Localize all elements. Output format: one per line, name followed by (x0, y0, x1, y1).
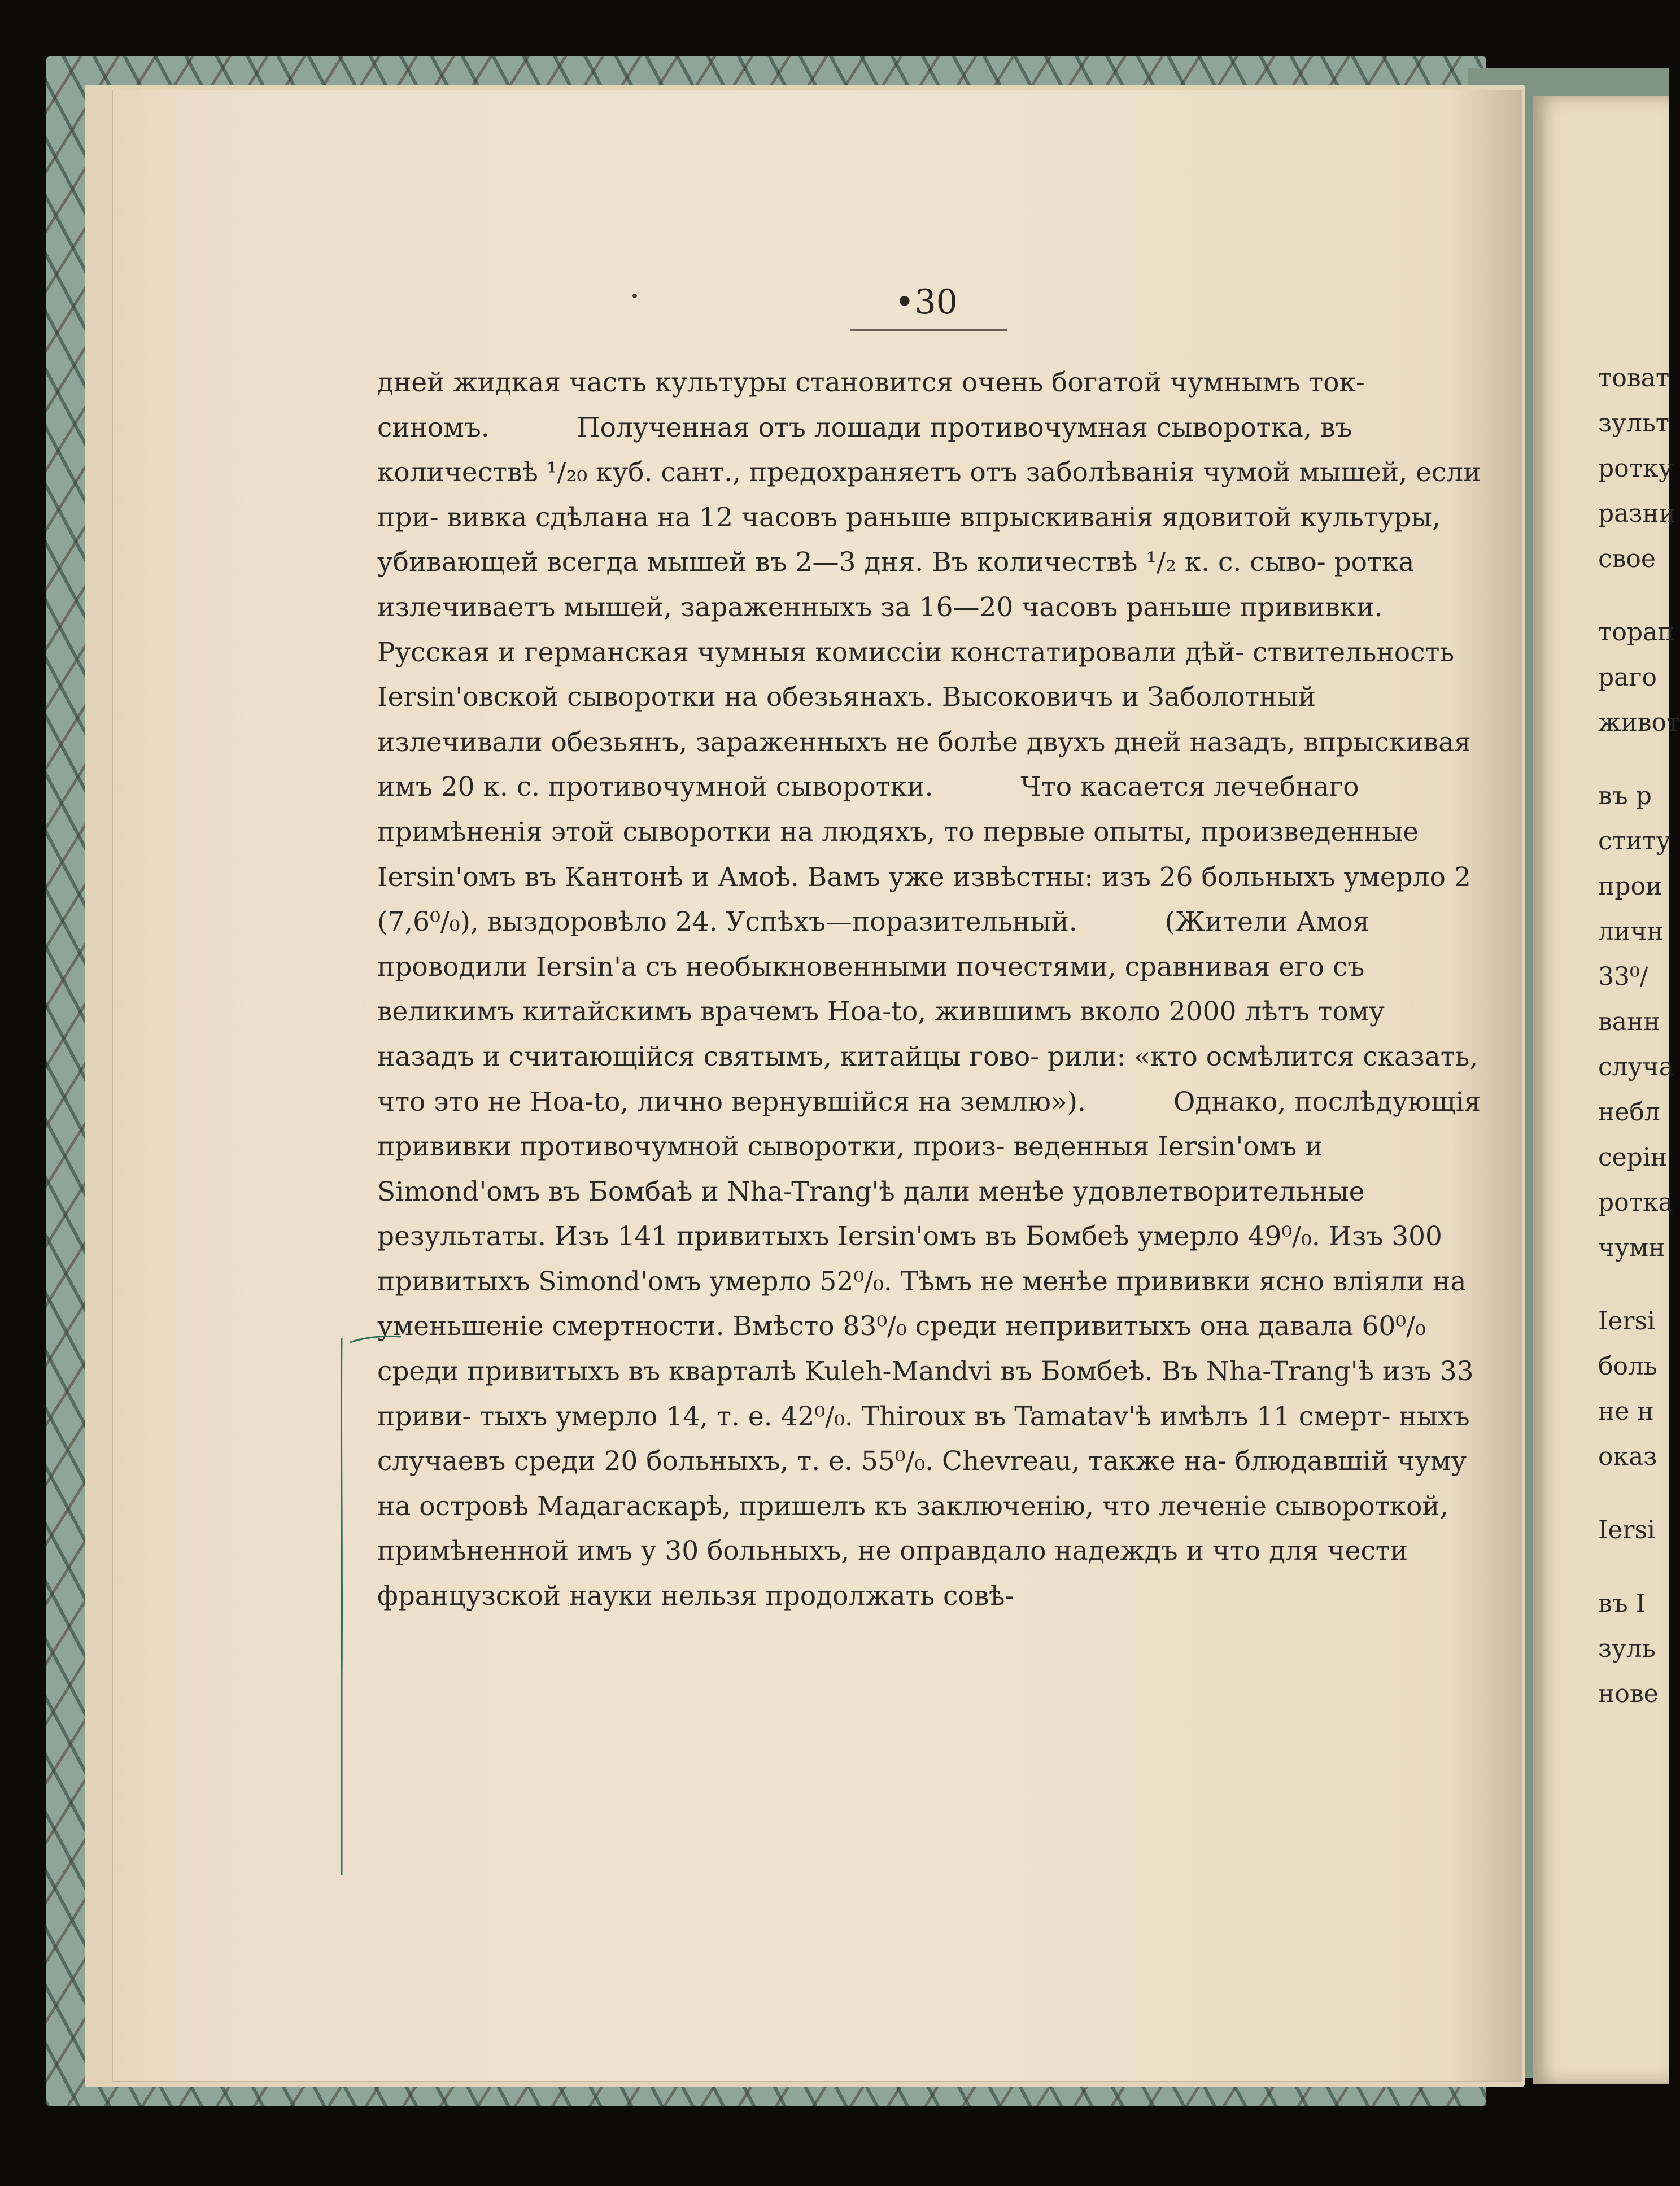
text-line: Тѣмъ не менѣе прививки ясно вліяли на уменьшеніе смертности. (377, 1266, 1467, 1342)
facing-fragment: чумн (1598, 1233, 1665, 1262)
facing-fragment: ротка (1598, 1188, 1673, 1217)
facing-fragment: живот (1598, 708, 1680, 737)
text-line: убивающей всегда мышей въ 2—3 дня. Въ количествѣ ¹/₂ к. с. сыво- (377, 547, 1326, 578)
text-line: 24. Успѣхъ—поразительный. (675, 906, 1077, 938)
text-line: Однако, послѣдующія прививки противочумной сыворотки, произ- (377, 1086, 1481, 1163)
facing-fragment: зульт (1598, 409, 1670, 438)
facing-fragment: оказ (1598, 1442, 1657, 1471)
text-line: тыхъ умерло 14, т. е. 42⁰/₀. Thiroux въ Tamatav'ѣ имѣлъ 11 смерт- (479, 1400, 1391, 1432)
text-line: синомъ. (377, 412, 490, 443)
facing-fragment: прои (1598, 872, 1662, 901)
text-line: Вмѣсто 83⁰/₀ среди непривитыхъ она давала 60⁰/₀ среди привитыхъ (377, 1311, 1426, 1387)
text-line: блюдавшій чуму на островѣ Мадагаскарѣ, пришелъ къ заключенію, что (377, 1446, 1467, 1522)
text-line: сравнивая его съ великимъ китайскимъ врачемъ Hoa-to, жившимъ (377, 951, 1365, 1028)
page-number-rule (850, 329, 1007, 331)
text-line: Вамъ уже извѣстны: изъ 26 больныхъ умерло 2 (7,6⁰/₀), выздоровѣло (377, 861, 1471, 938)
text-line: ¹/₂₀ куб. сант., предохраняетъ отъ заболѣванія чумой мышей, если при- (377, 457, 1481, 533)
text-line: веденныя Iersin'омъ и Simond'омъ въ Бомбаѣ и Nha-Trang'ѣ дали менѣе (377, 1131, 1323, 1207)
text-line: то первые опыты, произведенные Iersin'омъ въ Кантонѣ и Амоѣ. (377, 816, 1419, 893)
text-line: ствительность Iersin'овской сыворотки на обезьянахъ. Высоковичъ и (377, 636, 1455, 713)
pencil-margin-mark (339, 1338, 344, 1875)
ink-dot (632, 294, 637, 298)
text-line: на землю»). (918, 1086, 1086, 1118)
facing-fragment: 33⁰/ (1598, 962, 1648, 991)
text-line: вивка сдѣлана на 12 часовъ раньше впрыскиванія ядовитой культуры, (447, 501, 1441, 533)
facing-fragment: зуль (1598, 1634, 1656, 1663)
facing-fragment: раго (1598, 663, 1657, 692)
facing-fragment: не н (1598, 1397, 1654, 1426)
text-line: ротка излечиваетъ мышей, зараженныхъ за 16—20 часовъ раньше (377, 547, 1415, 623)
facing-fragment: нове (1598, 1679, 1659, 1708)
facing-fragment: разни (1598, 499, 1676, 528)
text-line: дней жидкая часть культуры становится очень богатой чумнымъ ток- (377, 367, 1365, 398)
facing-fragment: боль (1598, 1352, 1657, 1381)
text-line: Полученная отъ лошади противочумная сыворотка, въ количествѣ (377, 412, 1352, 488)
page-number-value: 30 (914, 282, 958, 322)
facing-fragment: личн (1598, 917, 1664, 946)
text-line: Что касается лечебнаго примѣненія этой сыворотки на людяхъ, (377, 771, 1359, 848)
text-line: назадъ, впрыскивая имъ 20 к. с. противочумной сыворотки. (377, 726, 1471, 803)
text-line: леченіе сывороткой, примѣненной имъ у 30 больныхъ, не оправдало (377, 1490, 1448, 1567)
facing-fragment: Iersi (1598, 1307, 1656, 1336)
facing-fragment: въ р (1598, 782, 1652, 810)
text-line: надеждъ и что для чести французской науки нельзя продолжать совѣ- (377, 1535, 1408, 1612)
facing-fragment: свое (1598, 544, 1656, 573)
text-line: прививки. Русская и германская чумныя комиссіи констатировали дѣй- (377, 591, 1383, 668)
facing-fragment: ротку (1598, 454, 1673, 483)
text-line: въ кварталѣ Kuleh-Mandvi въ Бомбеѣ. Въ Nha-Trang'ѣ изъ 33 приви- (377, 1356, 1474, 1432)
facing-fragment: Iersi (1598, 1516, 1656, 1544)
facing-fragment: небл (1598, 1098, 1660, 1127)
facing-fragment: торап (1598, 618, 1674, 647)
facing-fragment: случа (1598, 1053, 1674, 1081)
text-line: Заболотный излечивали обезьянъ, зараженныхъ не болѣе двухъ дней (377, 682, 1316, 758)
text-line: рили: «кто осмѣлится сказать, что это не Hoa-to, лично вернувшійся (377, 1041, 1478, 1118)
facing-page-text (1598, 356, 1680, 1717)
facing-fragment: серін (1598, 1143, 1668, 1172)
text-line: ныхъ случаевъ среди 20 больныхъ, т. е. 55⁰/₀. Chevreau, также на- (377, 1400, 1470, 1477)
facing-fragment: товат (1598, 364, 1670, 392)
text-line: вколо 2000 лѣтъ тому назадъ и считающійся святымъ, китайцы гово- (377, 996, 1385, 1072)
text-line: Бомбеѣ умерло 49⁰/₀. Изъ 300 привитыхъ Simond'омъ умерло 52⁰/₀. (377, 1221, 1442, 1297)
facing-fragment: ститу (1598, 827, 1671, 856)
page-text (377, 360, 1481, 1619)
text-line: удовлетворительные результаты. Изъ 141 привитыхъ Iersin'омъ въ (377, 1176, 1365, 1253)
facing-fragment: въ I (1598, 1589, 1646, 1618)
text-line: (Жители Амоя проводили Iersin'а съ необыкновенными почестями, (377, 906, 1370, 983)
page-number: •30 (894, 282, 958, 322)
pencil-margin-tick (350, 1330, 401, 1347)
facing-fragment: ванн (1598, 1007, 1660, 1036)
